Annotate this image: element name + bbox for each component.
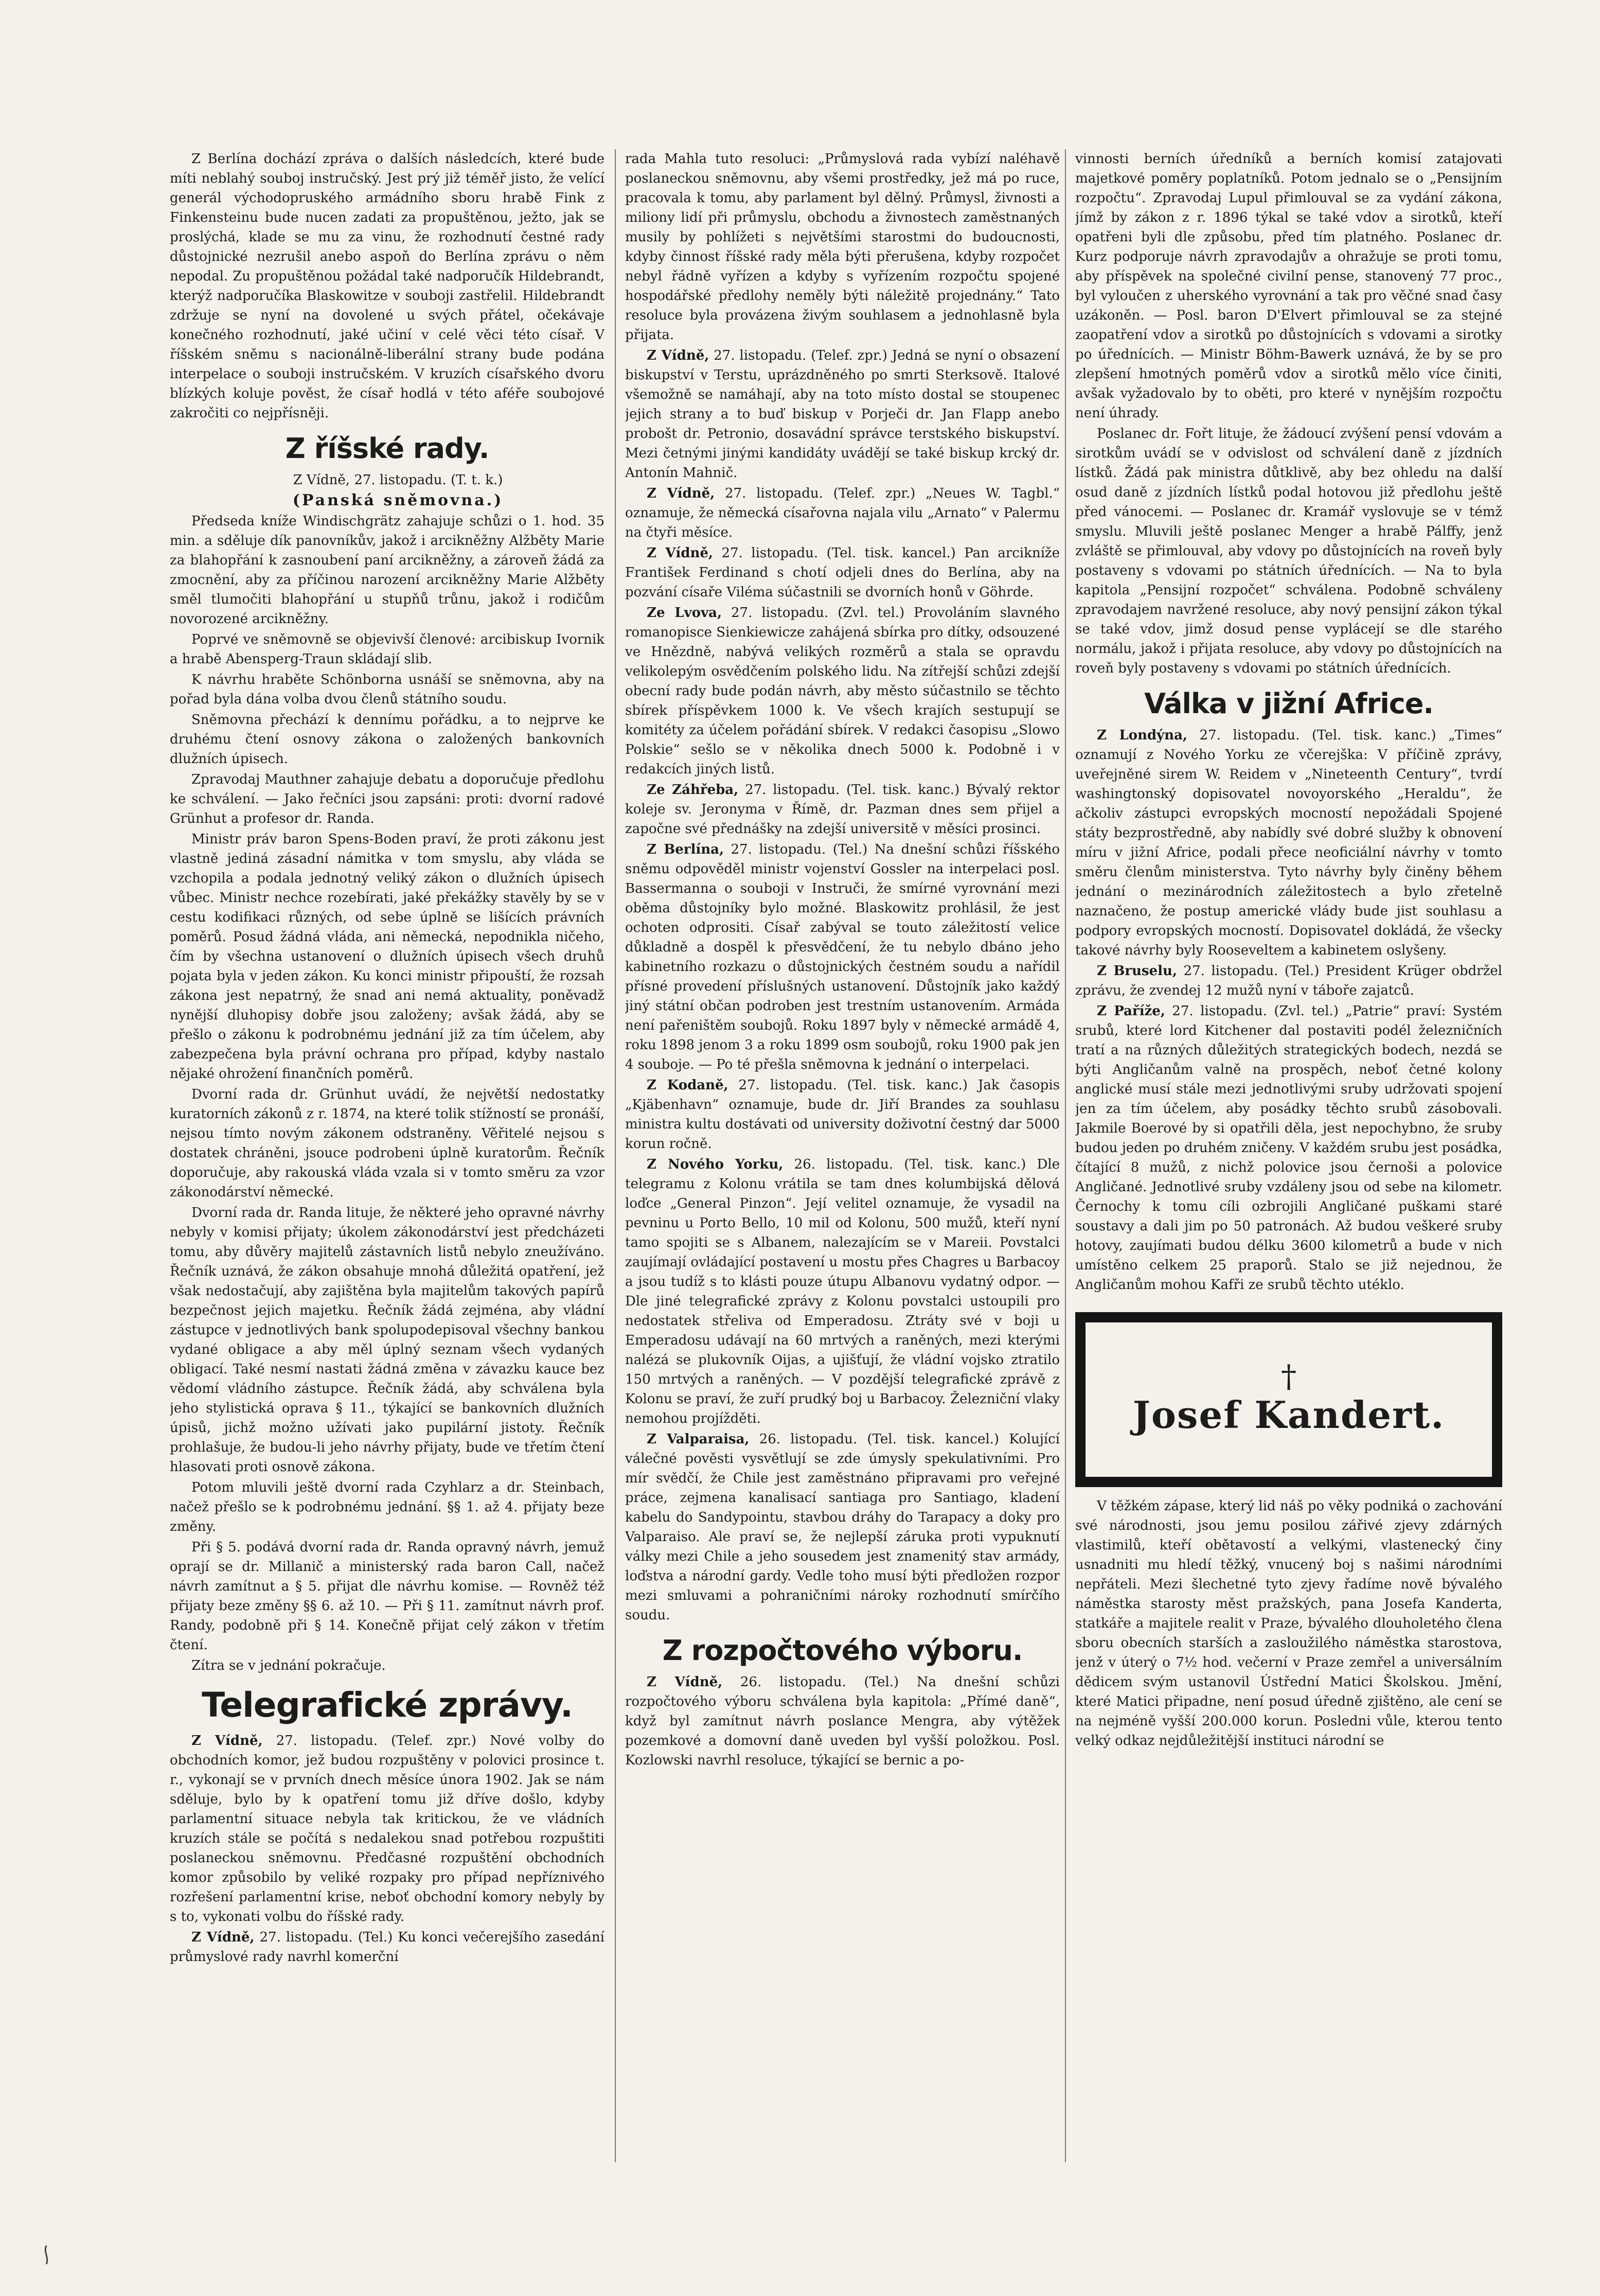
heading-rozpoctovy-vybor: Z rozpočtového výboru. [662, 1634, 1023, 1667]
column-3 [1075, 149, 1502, 2162]
news-item: Z Paříže, 27. listopadu. (Zvl. tel.) „Patrie“ praví: Systém srubů, které lord Kitchener dal postaviti podél železničních tratí a na různých důležitých strategických bodech, nezdá se býti Angličanům valně na prospěch, neboť četné kolony anglické musí stále mezi jednotlivými sruby udržovati spojení jen za tím účelem, aby posádky těchto srubů zásobovali. Jakmile Boerové by si opatřili děla, jest nepochybno, že sruby budou jeden po druhém zničeny. V každém srubu jest posádka, čítající 8 mužů, z nichž polovice jsou černoši a polovice Angličané. Jednotlivé sruby vzdáleny jsou od sebe na kilometr. Černochy k tomu cíli ozbrojili Angličané puškami staré soustavy a dali jim po 50 patronách. Až budou veškeré sruby hotovy, zaujímati budou délku 3600 kilometrů a bude v nich umístěno celkem 25 praporů. Stalo se již nejednou, že Angličanům mohou Kafři ze srubů těchto utéklo. [1075, 1003, 1502, 1293]
news-item: Z Berlína, 27. listopadu. (Tel.) Na dnešní schůzi říšského sněmu odpověděl ministr vojenství Gossler na interpelaci posl. Bassermanna o souboji v Instruči, že smírné vyrovnání mezi oběma důstojníky bylo možné. Blaskowitz prohlásil, že jest ochoten odprositi. Císař zabýval se touto záležitostí velice důkladně a dospěl k přesvědčení, že tu nebylo dbáno jeho kabinetního rozkazu o důstojnických čestném soudu a nařídil přísné provedení příslušných ustanovení. Důstojník jako každý jiný státní občan podroben jest trestním ustanovením. Armáda není pařeništěm soubojů. Roku 1897 byly v německé armádě 4, roku 1898 jenom 3 a roku 1899 osm soubojů, roku 1900 pak jen 4 souboje. — Po té přešla sněmovna k jednání o interpelaci. [625, 842, 1060, 1072]
article-berlin-duel: Z Berlína dochází zpráva o dalších následcích, které bude míti neblahý souboj instručský. Jest prý již téměř jisto, že velící generál východopruského armádního sboru hrabě Fink z Finkensteinu bude nucen zadati za propuštěnou, ježto, jak se proslýchá, klade se mu za vinu, že rozhodnutí čestné rady důstojnické nezrušil anebo aspoň do Berlína zprávu o něm nepodal. Zu propuštěnou požádal také nadporučík Hildebrandt, kterýž nadporučíka Blaskowitze v souboji zastřelil. Hildebrandt zdržuje se nyní na dovolené u svých přátel, očekávaje konečného rozhodnutí, jaké učiní v celé věci této císař. V říšském sněmu s nacionálně-liberální strany bude podána interpelace o souboji instručském. V kruzích císařského dvoru blízkých koluje pověst, že císař hodlá v této aféře soubojové zakročiti co nejpřísněji. [170, 151, 605, 421]
subheading-panska-snemovna: (Panská sněmovna.) [292, 491, 504, 509]
paragraph: K návrhu hraběte Schönborna usnáší se sněmovna, aby na pořad byla dána volba dvou členů státního soudu. [170, 672, 605, 707]
news-item: Z Valparaisa, 26. listopadu. (Tel. tisk. kancel.) Kolující válečné pověsti vysvětlují se zde úmysly spekulativními. Pro mír svědčí, že Chile jest zaměstnáno připravami pro veřejné práce, zejmena kanalisací santiaga pro Santiago, kladení kabelu do Sandypointu, stavbou dráhy do Tarapacy a doky pro Valparaiso. Ale praví se, že nejlepší záruka proti vypuknutí války mezi Chile a jeho sousedem jest znamenitý stav armády, loďstva a národní gardy. Vedle toho musí býti předložen rozpor mezi smluvami a pohraničními nároky rozhodnutí smírčího soudu. [625, 1432, 1060, 1623]
paragraph: Při § 5. podává dvorní rada dr. Randa opravný návrh, jemuž oprají se dr. Millanič a ministerský rada baron Call, načež návrh zamítnut a § 5. přijat dle návrhu komise. — Rovněž též přijaty beze změny §§ 6. až 10. — Při § 11. zamítnut návrh prof. Randy, podobně při § 14. Konečně přijat celý zákon v třetím čtení. [170, 1540, 605, 1653]
paragraph: V těžkém zápase, který lid náš po věky podniká o zachování své národnosti, jsou jemu posilou zářivé zjevy zdárných vlastimilů, kteří obětavostí a velkými, vlastenecký činy usnadniti mu hledí těžký, vnucený boj s našimi národními nepřáteli. Mezi šlechetné tyto zjevy řadíme nově bývalého náměstka starosty měst pražských, pana Josefa Kanderta, statkáře a majitele realit v Praze, bývalého dlouholetého člena sboru obecních starších a zasloužilého náměstka starostova, jenž v úterý o 7½ hod. večerní v Praze zemřel a universálním dědicem svým ustanovil Ústřední Matici Školskou. Jmění, které Matici připadne, není posud úředně zjištěno, ale cení se na nejméně vyšší 200.000 korun. Posledni vůle, kterou tento velký odkaz nejdůležitější instituci národní se [1075, 1498, 1502, 1749]
cross-icon: † [1281, 1358, 1296, 1394]
paragraph: Potom mluvili ještě dvorní rada Czyhlarz a dr. Steinbach, načež přešlo se k podrobnému jednání. §§ 1. až 4. přijaty beze změny. [170, 1480, 605, 1534]
paragraph: Poprvé ve sněmovně se objevivší členové: arcibiskup Ivornik a hrabě Abensperg-Traun skládají slib. [170, 632, 605, 667]
heading-rissska-rada: Z říšské rady. [285, 432, 489, 465]
dateline: Z Vídně, [191, 1930, 255, 1945]
paragraph: Zpravodaj Mauthner zahajuje debatu a doporučuje předlohu ke schválení. — Jako řečníci jsou zapsáni: proti: dvorní radové Grünhut a profesor dr. Randa. [170, 772, 605, 826]
paragraph: Ministr práv baron Spens-Boden praví, že proti zákonu jest vlastně jediná zásadní námitka v tom smyslu, aby vláda se vzchopila a podala jednotný veliký zákon o dlužních úpisech vůbec. Ministr nechce rozebírati, jaké překážky stavěly by se v cestu kodifikaci různých, od sebe úplně se lišících právních poměrů. Posud žádná vláda, ani německá, nepodnikla ničeho, čím by všechna ustanovení o dlužních úpisech všech druhů pojata byla v jeden zákon. Ku konci ministr připouští, že rozsah zákona jest nepatrný, že snad ani nemá aktuality, poněvadž nynější dluhopisy dobře jsou založeny; avšak žádá, aby se přešlo o zákonu k podrobnému jednání již za tím účelem, aby zabezpečena byla právní ochrana pro případ, kdyby nastalo nějaké ohrožení finančních poměrů. [170, 832, 605, 1082]
news-item: Z Bruselu, 27. listopadu. (Tel.) President Krüger obdržel zprávu, že zvendej 12 mužů nyní v táboře zajatců. [1075, 963, 1502, 998]
news-item: Z Vídně, 27. listopadu. (Telef. zpr.) Jedná se nyní o obsazení biskupství v Terstu, uprázdněného po smrti Sterksově. Italové všemožně se namáhají, aby na toto místo dostal se stoupenec jejich strany a to buď biskup v Porječi dr. Jan Flapp anebo probošt dr. Petronio, dosavádní správce terstského biskupství. Mezi četnými jinými kandidáty uvádějí se také biskup krcký dr. Antonín Mahnič. [625, 348, 1060, 481]
heading-valka-v-jizni-africe: Válka v jižní Africe. [1144, 687, 1433, 720]
news-item: Z Vídně, 27. listopadu. (Telef. zpr.) „Neues W. Tagbl.“ oznamuje, že německá císařovna najala vilu „Arnato“ v Palermu na čtyři měsíce. [625, 486, 1060, 540]
news-item: Ze Lvova, 27. listopadu. (Zvl. tel.) Provoláním slavného romanopisce Sienkiewicze zahájená sbírka pro dítky, odsouzené ve Hnězdně, nabývá velikých rozměrů a stala se opravdu velikolepým osvědčením polského lidu. Na zítřejší schůzi zdejší obecní rady bude podán návrh, aby město súčastnilo se těchto sbírek příspěvkem 1000 k. Ve všech krajích sestupují se komitéty za účelem pořádání sbírek. V redakci časopisu „Slowo Polskie“ sešlo se v několika dnech 5000 k. Podobně i v redakcích jiných listů. [625, 605, 1060, 777]
column-divider [1065, 149, 1066, 2162]
news-item: Z Vídně, 26. listopadu. (Tel.) Na dnešní schůzi rozpočtového výboru schválena byla kapitola: „Přímé daně“, když byl zamítnut návrh poslance Mengra, aby výtěžek pozemkové a domovní daně uveden byl vyšší položkou. Posl. Kozlowski navrhl resoluce, týkající se bernic a po- [625, 1674, 1060, 1768]
news-item: Z Vídně, 27. listopadu. (Tel. tisk. kancel.) Pan arcikníže František Ferdinand s chotí odjeli dnes do Berlína, aby na pozvání císaře Viléma súčastnili se dvorních honů v Göhrde. [625, 545, 1060, 600]
dateline-vienna: Z Vídně, 27. listopadu. (T. t. k.) [293, 472, 503, 488]
dateline: Z Vídně, [191, 1733, 263, 1749]
paragraph: rada Mahla tuto resoluci: „Průmyslová rada vybízí naléhavě poslaneckou sněmovnu, aby všemi prostředky, jež má po ruce, pracovala k tomu, aby parlament byl dělný. Průmysl, živnosti a miliony lidí při průmyslu, obchodu a živnostech zaměstnaných musily by pohlížeti s největšími starostmi do budoucnosti, kdyby činnost říšské rady měla býti přerušena, kdyby rozpočet nebyl řádně vyřízen a kdyby s vyřízením rozpočtu spojené hospodářské předlohy neměly býti náležitě projednány.“ Tato resoluce byla provázena živým souhlasem a jednohlasně byla přijata. [625, 151, 1060, 343]
news-item: Z Kodaně, 27. listopadu. (Tel. tisk. kanc.) Jak časopis „Kjäbenhavn“ oznamuje, bude dr. Jiří Brandes za souhlasu ministra kultu dostávati od university doživotní čestný dar 5000 korun ročně. [625, 1078, 1060, 1152]
news-item: Ze Záhřeba, 27. listopadu. (Tel. tisk. kanc.) Bývalý rektor koleje sv. Jeronyma v Římě, dr. Pazman dnes sem přijel a započne své přednášky na zdejší universitě v měsíci prosinci. [625, 782, 1060, 837]
column-2 [625, 149, 1060, 2162]
paragraph: Dvorní rada dr. Grünhut uvádí, že největší nedostatky kuratorních zákonů z r. 1874, na které tolik stížností se pronáší, nejsou tímto novým zákonem odstraněny. Věřitelé nejsou s dostatek chráněni, jsouce podrobeni úplně kuratorům. Řečník doporučuje, aby rakouská vláda vzala si v tomto směru za vzor zákonodárství německé. [170, 1087, 605, 1200]
page-fold-mark-icon [36, 2245, 57, 2265]
paragraph: Předseda kníže Windischgrätz zahajuje schůzi o 1. hod. 35 min. a sděluje dík panovníkův, jakož i arcikněžny Alžběty Marie za blahopřání k zasnoubení paní arcikněžny, a zároveň žádá za zmocnění, aby za příčinou narození arcikněžny Marie Alžběty směl tlumočiti blahopřání u stupňů trůnu, jakož i rodičům novorozené arcikněžny. [170, 514, 605, 627]
column-divider [615, 149, 616, 2162]
paragraph: Zítra se v jednání pokračuje. [191, 1658, 386, 1673]
paragraph: Poslanec dr. Fořt lituje, že žádoucí zvýšení pensí vdovám a sirotkům uvádí se v odvislost od schválení daně z jízdních lístků. Žádá pak ministra důtklivě, aby bez ohledu na další osud daně z jízdních lístků podal hotovou již předlohu ještě před vánocemi. — Poslanec dr. Kramář vyslovuje se v témž smyslu. Mluvili ještě poslanec Menger a hrabě Pálffy, jenž zvláště se přimlouval, aby vdovy po důstojnících na roveň byly postaveny s vdovami po státních úřednících. — Na to byla kapitola „Pensijní rozpočet“ schválena. Podobně schváleny zpravodajem navržené resoluce, aby nový pensijní zákon týkal se také vdov, jimž dosud pense vyplácejí se dle starého normálu, jakož i přijata resoluce, aby vdovy po důstojnících na roveň byly postaveny s vdovami po státních úřednících. [1075, 426, 1502, 676]
heading-telegraficke-zpravy: Telegrafické zprávy. [202, 1685, 573, 1725]
column-1 [170, 149, 605, 2162]
paragraph: Sněmovna přechází k dennímu pořádku, a to nejprve ke druhému čtení osnovy zákona o založených bankovních dlužních úpisech. [170, 712, 605, 767]
paragraph: Dvorní rada dr. Randa lituje, že některé jeho opravné návrhy nebyly v komisi přijaty; úkolem zákonodárství jest předcházeti tomu, aby důvěry majitelů zástavních listů nebylo zneužíváno. Řečník uznává, že zákon obsahuje mnohá důležitá opatření, jež však nedostačují, aby zajištěna byla majitelům takových papírů bezpečnost jejich majetku. Řečník žádá zejména, aby vládní zástupce v jednotlivých bank spolupodepisoval všechny bankou vydané obligace a aby měl úplný seznam všech vydaných obligací. Také nesmí nastati žádná změna v závazku kauce bez vědomí vládního zástupce. Řečník žádá, aby schválena byla jeho stylistická oprava § 11., týkající se bankovních dlužních úpisů, jichž možno užívati jako pupilární jistoty. Řečník prohlašuje, že budou-li jeho návrhy přijaty, bude ve třetím čtení hlasovati proti osnově zákona. [170, 1205, 605, 1475]
news-item: Z Vídně, 27. listopadu. (Tel.) Ku konci večerejšího zasedání průmyslové rady navrhl komerční [170, 1930, 605, 1965]
obituary-name: Josef Kandert. [1132, 1393, 1445, 1437]
obituary-box [1075, 1312, 1502, 1487]
news-item: Z Vídně, 27. listopadu. (Telef. zpr.) Nové volby do obchodních komor, jež budou rozpuštěny v polovici prosince t. r., vykonají se v prvních dnech měsíce února 1902. Jak se nám sděluje, bylo by k opatření tomu již dříve došlo, kdyby parlamentní situace nebyla tak kritickou, že ve vládních kruzích stále se počítá s nedalekou snad potřebou rozpuštiti poslaneckou sněmovnu. Předčasné rozpuštění obchodních komor způsobilo by veliké rozpaky pro případ nepříznivého rozřešení parlamentní krise, neboť obchodní komory nebyly by s to, vykonati volbu do říšské rady. [170, 1733, 605, 1924]
news-item: Z Nového Yorku, 26. listopadu. (Tel. tisk. kanc.) Dle telegramu z Kolonu vrátila se tam dnes kolumbijská dělová loďce „General Pinzon“. Její velitel oznamuje, že vysadil na pevninu u Porto Bello, 10 mil od Kolonu, 500 mužů, kteří nyní tamo spojiti se s Albanem, nalezajícím se v Mareii. Povstalci zaujímají ovládající postavení u mostu přes Chagres u Barbacoy a jsou tudíž s to klásti pouze útupu Albanovu vydatný odpor. — Dle jiné telegrafické zprávy z Kolonu povstalci ustoupili pro nedostatek střeliva od Emperadosu. Ztráty své v boji u Emperadosu udávají na 60 mrtvých a raněných, mezi kterými nalézá se plukovník Oijas, a ujišťují, že vládní vojsko ztratilo 150 mrtvých a raněných. — V pozdější telegrafické zprávě z Kolonu se praví, že zuří prudký boj u Barbacoy. Železniční vlaky nemohou projížděti. [625, 1157, 1060, 1426]
paragraph: vinnosti berních úředníků a berních komisí zatajovati majetkové poměry poplatníků. Potom jednalo se o „Pensijním rozpočtu“. Zpravodaj Lupul přimlouval se za vydání zákona, jímž by zákon z r. 1896 týkal se také vdov a sirotků, kteří opatřeni byli dle způsobu, před tím platného. Poslanec dr. Kurz podporuje návrh zpravodajův a ohražuje se proti tomu, aby příspěvek na společné civilní pense, stanovený 77 proc., byl vyloučen z uherského vyrovnání a tak pro věčné snad časy uzákoněn. — Posl. baron D'Elvert přimlouval se za stejné zaopatření vdov a sirotků po důstojnících s vdovami a sirotky po úřednících. — Ministr Böhm-Bawerk uznává, že by se pro zlepšení hmotných poměrů vdov a sirotků mělo více činiti, avšak vyžadovalo by to oběti, pro které v nynějším rozpočtu není úhrady. [1075, 151, 1502, 421]
news-item: Z Londýna, 27. listopadu. (Tel. tisk. kanc.) „Times“ oznamují z Nového Yorku ze včerejška: V příčině zprávy, uveřejněné sirem W. Reidem v „Nineteenth Century“, tvrdí washingtonský dopisovatel novoyorského „Heraldu“, že ačkoliv zástupci evropských mocností nepožádali Spojené státy bezprostředně, aby nabídly své dobré služby k obnovení míru v jižní Africe, podali přece neoficiální návrhy v tomto směru členům ministerstva. Tyto návrhy byly činěny během jednání o mezinárodních záležitostech a bylo zřetelně naznačeno, že postup americké vlády bude jist souhlasu a podpory evropských mocností. Dopisovatel dokládá, že všecky takové návrhy byly Rooseveltem a kabinetem oslyšeny. [1075, 728, 1502, 958]
